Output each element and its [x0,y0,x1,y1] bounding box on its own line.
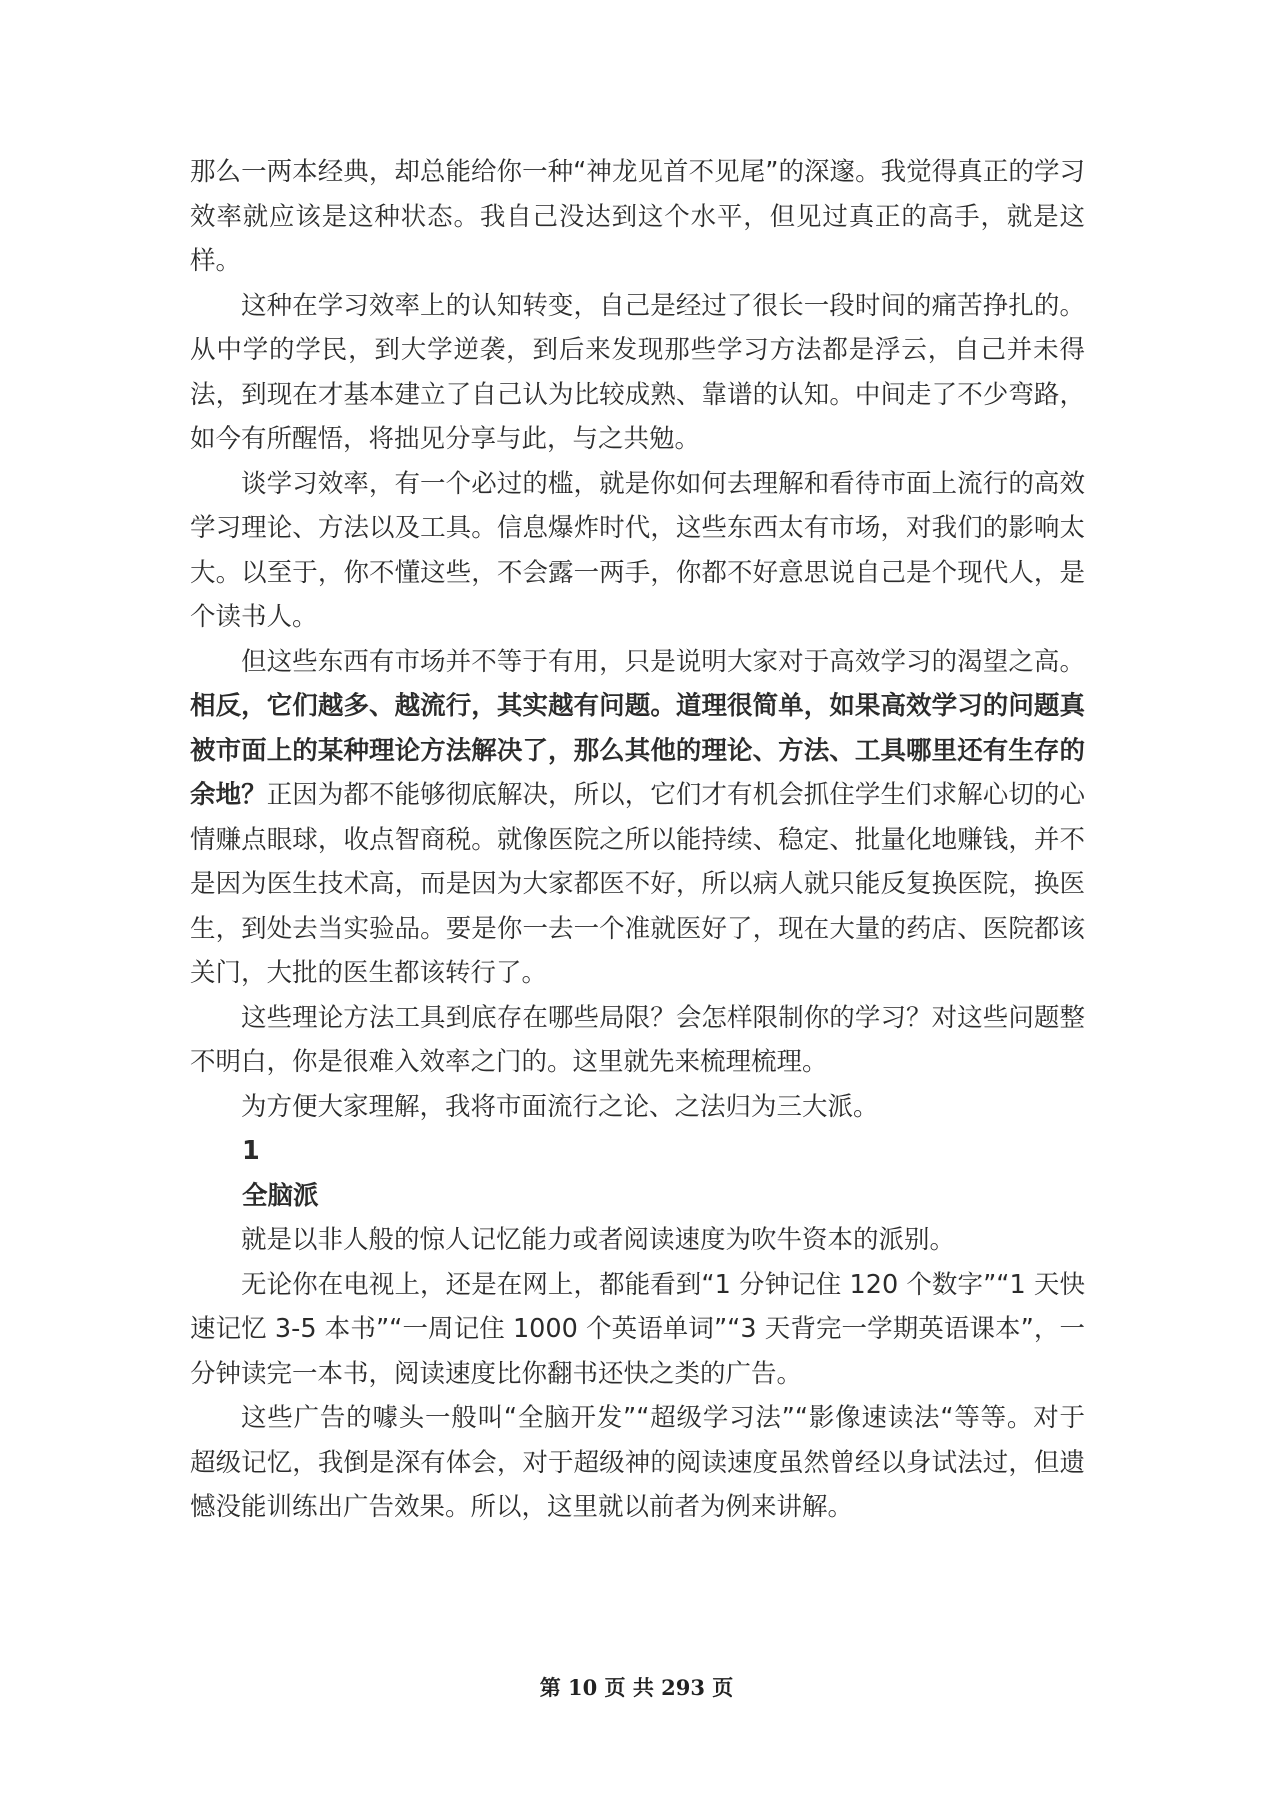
text-segment: 谈学习效率，有一个必过的槛，就是你如何去理解和看待市面上流行的高效学习理论、方法以及工具。信息爆炸时代，这些东西太有市场，对我们的影响太大。以至于，你不懂这些，不会露一两手，你都不好意思说自己是个现代人，是个读书人。 [190,468,1085,632]
paragraph [190,1085,1085,1130]
paragraph [190,284,1085,462]
section-number: 1 [242,1136,260,1166]
text-segment: 这些广告的噱头一般叫“全脑开发”“超级学习法”“影像速读法“等等。对于超级记忆，我倒是深有体会，对于超级神的阅读速度虽然曾经以身试法过，但遗憾没能训练出广告效果。所以，这里就以前者为例来讲解。 [190,1403,1085,1522]
paragraph [190,1396,1085,1530]
text-segment: 为方便大家理解，我将市面流行之论、之法归为三大派。 [241,1091,879,1122]
text-segment: 就是以非人般的惊人记忆能力或者阅读速度为吹牛资本的派别。 [241,1225,956,1255]
paragraph [190,1218,1085,1263]
text-segment: 无论你在电视上，还是在网上，都能看到“1 分钟记住 120 个数字”“1 天快速记忆 3-5 本书”“一周记住 1000 个英语单词”“3 天背完一学期英语课本”，一分钟读完一本书，阅读速度比你翻书还快之类的广告。 [190,1269,1085,1389]
paragraph [190,462,1085,640]
text-segment: 这种在学习效率上的认知转变，自己是经过了很长一段时间的痛苦挣扎的。从中学的学民，到大学逆袭，到后来发现那些学习方法都是浮云，自己并未得法，到现在才基本建立了自己认为比较成熟、靠谱的认知。中间走了不少弯路，如今有所醒悟，将拙见分享与此，与之共勉。 [190,290,1085,454]
paragraph-group-section [190,1218,1085,1530]
text-segment: 正因为都不能够彻底解决，所以，它们才有机会抓住学生们求解心切的心情赚点眼球，收点智商税。就像医院之所以能持续、稳定、批量化地赚钱，并不是因为医生技术高，而是因为大家都医不好，所以病人就只能反复换医院，换医生，到处去当实验品。要是你一去一个准就医好了，现在大量的药店、医院都该关门，大批的医生都该转行了。 [190,780,1085,988]
text-segment: 但这些东西有市场并不等于有用，只是说明大家对于高效学习的渴望之高。 [241,646,1085,677]
text-segment: 那么一两本经典，却总能给你一种“神龙见首不见尾”的深邃。我觉得真正的学习效率就应该是这种状态。我自己没达到这个水平，但见过真正的高手，就是这样。 [190,157,1085,276]
paragraph-group-intro [190,150,1085,1129]
paragraph [190,1263,1085,1397]
page-footer: 第 10 页 共 293 页 [539,1675,734,1700]
paragraph [190,996,1085,1085]
bold-text-segment: 相反，它们越多、越流行，其实越有问题。道理很简单，如果高效学习的问题真被市面上的某种理论方法解决了，那么其他的理论、方法、工具哪里还有生存的余地？ [190,691,1085,810]
paragraph [190,150,1085,284]
paragraph [190,640,1085,996]
section-title: 全脑派 [242,1180,319,1211]
document-body [190,150,1085,1530]
text-segment: 这些理论方法工具到底存在哪些局限？会怎样限制你的学习？对这些问题整不明白，你是很难入效率之门的。这里就先来梳理梳理。 [190,1002,1085,1077]
